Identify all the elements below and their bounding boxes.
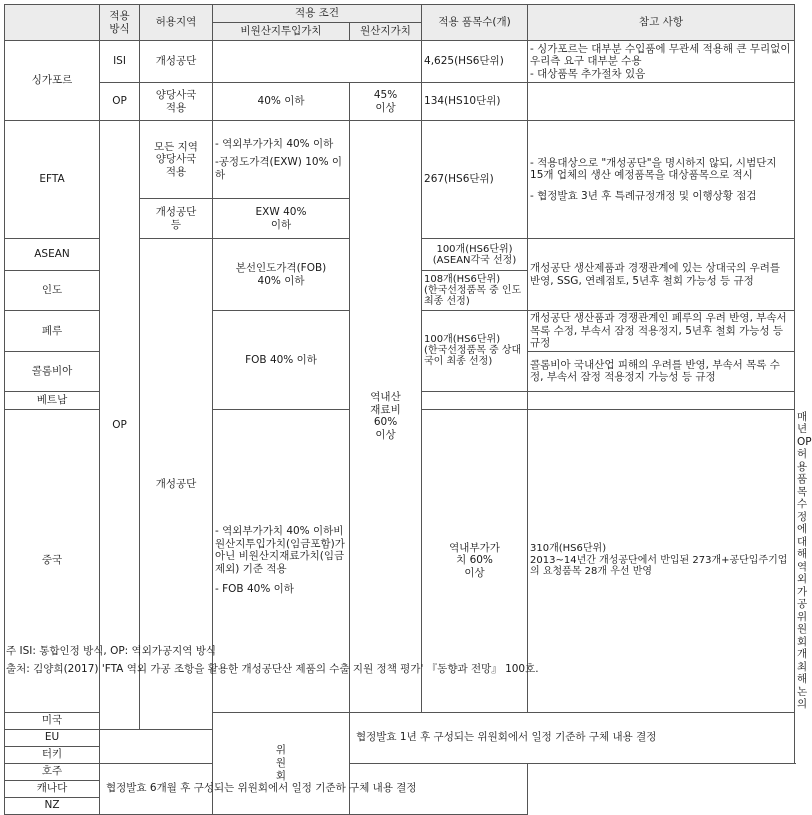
count-empty [422,391,528,409]
country-india: 인도 [5,271,100,311]
note-line: - 협정발효 3년 후 특례규정개정 및 이행상황 점검 [530,189,757,202]
method-op-merged: OP [100,121,140,730]
origin-60: 역내산 재료비 60% 이상 [350,121,422,713]
notes-peru: 개성공단 생산품과 경쟁관계인 페루의 우려 반영, 부속서목록 수정, 부속서 잠정 적용정지, 5년후 철회 가능성 등 규정 [528,311,795,352]
region-both-parties: 양당사국 적용 [140,83,213,121]
origin-45: 45% 이상 [350,83,422,121]
cond-line: - 역외부가가치 40% 이하비원산지투입가치(임금포함)가 아닌 비원산지재료가치(임금 제외) 기준 적용 [215,525,345,575]
notes-empty [528,391,795,409]
method-isi: ISI [100,41,140,83]
region-kaesong: 개성공단 [140,41,213,83]
nonorigin-40: 40% 이하 [213,83,350,121]
header-count: 적용 품목수(개) [422,5,528,41]
region-kaesong-merged: 개성공단 [140,239,213,730]
country-efta: EFTA [5,121,100,239]
cond-line: -공정도가격(EXW) 10% 이하 [215,156,343,181]
cond-empty [213,41,422,83]
country-canada: 캐나다 [5,780,100,797]
cond-line: - 역외부가가치 40% 이하 [215,137,334,150]
method-op: OP [100,83,140,121]
notes-colombia: 콜롬비아 국내산업 피해의 우려를 반영, 부속서 목록 수정, 부속서 잠정 적용정지 가능성 등 규정 [528,351,795,391]
country-australia: 호주 [5,763,100,780]
country-peru: 페루 [5,311,100,352]
region-all: 모든 지역 양당사국 적용 [140,121,213,199]
count-china: 310개(HS6단위) 2013~14년간 개성공단에서 반입된 273개+공단입주기업의 요청품목 28개 우선 반영 [528,409,795,712]
country-eu: EU [5,729,100,746]
count-singapore-op: 134(HS10단위) [422,83,528,121]
country-nz: NZ [5,797,100,814]
country-china: 중국 [5,409,100,712]
nonorigin-fob: 본선인도가격(FOB) 40% 이하 [213,239,350,311]
notes-asean-india: 개성공단 생산제품과 경쟁관계에 있는 상대국의 우려를 반영, SSG, 연례점토, 5년후 철회 가능성 등 규정 [528,239,795,311]
nonorigin-exw: EXW 40% 이하 [213,199,350,239]
note-line: - 싱가포르는 대부분 수입품에 무관세 적용해 큰 무리없이 우리측 요구 대부분 수용 [530,42,791,68]
origin-china: 역내부가가 치 60% 이상 [422,409,528,712]
country-asean: ASEAN [5,239,100,271]
count-singapore-isi: 4,625(HS6단위) [422,41,528,83]
method-committee: 위 원 회 [213,712,350,814]
region-kaesong-etc: 개성공단 등 [140,199,213,239]
count-india: 108개(HS6단위) (한국선정품목 중 인도 최종 선정) [422,271,528,311]
header-notes: 참고 사항 [528,5,795,41]
header-blank [5,5,100,41]
country-vietnam: 베트남 [5,391,100,409]
footnote: 주 ISI: 통합인정 방식, OP: 역외가공지역 방식 [6,645,217,657]
notes-empty [528,83,795,121]
nonorigin-fob-2: FOB 40% 이하 [213,311,350,410]
nonorigin-efta-1 [213,121,350,199]
notes-singapore [528,41,795,83]
country-singapore: 싱가포르 [5,41,100,121]
count-efta: 267(HS6단위) [422,121,528,239]
cond-line: - FOB 40% 이하 [215,583,294,596]
committee-note-1: 협정발효 1년 후 구성되는 위원회에서 일정 기준하 구체 내용 결정 [350,712,795,763]
country-turkey: 터키 [5,746,100,763]
committee-note-2: 협정발효 6개월 후 구성되는 위원회에서 일정 기준하 구체 내용 결정 [100,763,528,814]
header-nonorigin: 비원산지투입가치 [213,23,350,41]
notes-efta [528,121,795,239]
header-conditions: 적용 조건 [213,5,422,23]
source-line: 출처: 김양희(2017) 'FTA 역외 가공 조항을 활용한 개성공단산 제품의 수출 지원 정책 평가' 『동향과 전망』 100호. [6,663,539,675]
fta-kaesong-table: 적용 방식 허용지역 적용 조건 적용 품목수(개) 참고 사항 비원산지투입가치 원산지가치 싱가포르 ISI 개성공단 4,625(HS6단위) - 싱가포르는 대부분 수입품에 무관세 적용해 큰 무리없이 우리측 요구 대부분 수용 - 대상품목 추가절차 있음 OP 양당사국 적용 40% 이하 45% 이상 134(HS10단위) EFTA OP 모든 지역 양당사국 적용 - 역외부가가치 40% 이하 -공정도가격(EXW) 10% 이하 역내산 재료비 60% 이상 267(HS6단위) - 적용대상으로 "개성공단"을 명시하지 않되, 시범단지 15개 업체의 생산 예정품목을 대상품목으로 적시 - 협정발효 3년 후 특례규정개정 및 이행상황 점검 개성공단 등 EXW 40% 이하 ASEAN 개성공단 본선인도가격(FOB) 40% 이하 100개(HS6단위) (ASEAN각국 선정) 개성공단 생산제품과 경쟁관계에 있는 상대국의 우려를 반영, SSG, 연례점토, 5년후 철회 가능성 등 규정 인도 108개(HS6단위) (한국선정품목 중 인도 최종 선정) 페루 FOB 40% 이하 100개(HS6단위) (한국선정품목 중 상대국이 최종 선정) 개성공단 생산품과 경쟁관계인 페루의 우려 반영, 부속서목록 수정, 부속서 잠정 적용정지, 5년후 철회 가능성 등 규정 콜롬비아 콜롬비아 국내산업 피해의 우려를 반영, 부속서 목록 수정, 부속서 잠정 적용정지 가능성 등 규정 베트남 중국 - 역외부가가치 40% 이하비원산지투입가치(임금포함)가 아닌 비원산지재료가치(임금 제외) 기준 적용 - FOB 40% 이하 역내부가가 치 60% 이상 310개(HS6단위) 2013~14년간 개성공단에서 반입된 273개+공단입주기업의 요청품목 28개 우선 반영 매년 OP 허용품목 수정에 대해 역외가공위원회 개최해 논의 미국 위 원 회 협정발효 1년 후 구성되는 위원회에서 일정 기준하 구체 내용 결정 EU 터키 호주 협정발효 6개월 후 구성되는 위원회에서 일정 기준하 구체 내용 결정 캐나다 NZ [4,4,795,815]
note-line: - 대상품목 추가절차 있음 [530,67,646,80]
country-colombia: 콜롬비아 [5,351,100,391]
header-region: 허용지역 [140,5,213,41]
count-asean: 100개(HS6단위) (ASEAN각국 선정) [422,239,528,271]
header-origin: 원산지가치 [350,23,422,41]
header-method: 적용 방식 [100,5,140,41]
note-line: - 적용대상으로 "개성공단"을 명시하지 않되, 시범단지 15개 업체의 생산 예정품목을 대상품목으로 적시 [530,156,777,182]
country-usa: 미국 [5,712,100,729]
count-peru-colombia: 100개(HS6단위) (한국선정품목 중 상대국이 최종 선정) [422,311,528,392]
